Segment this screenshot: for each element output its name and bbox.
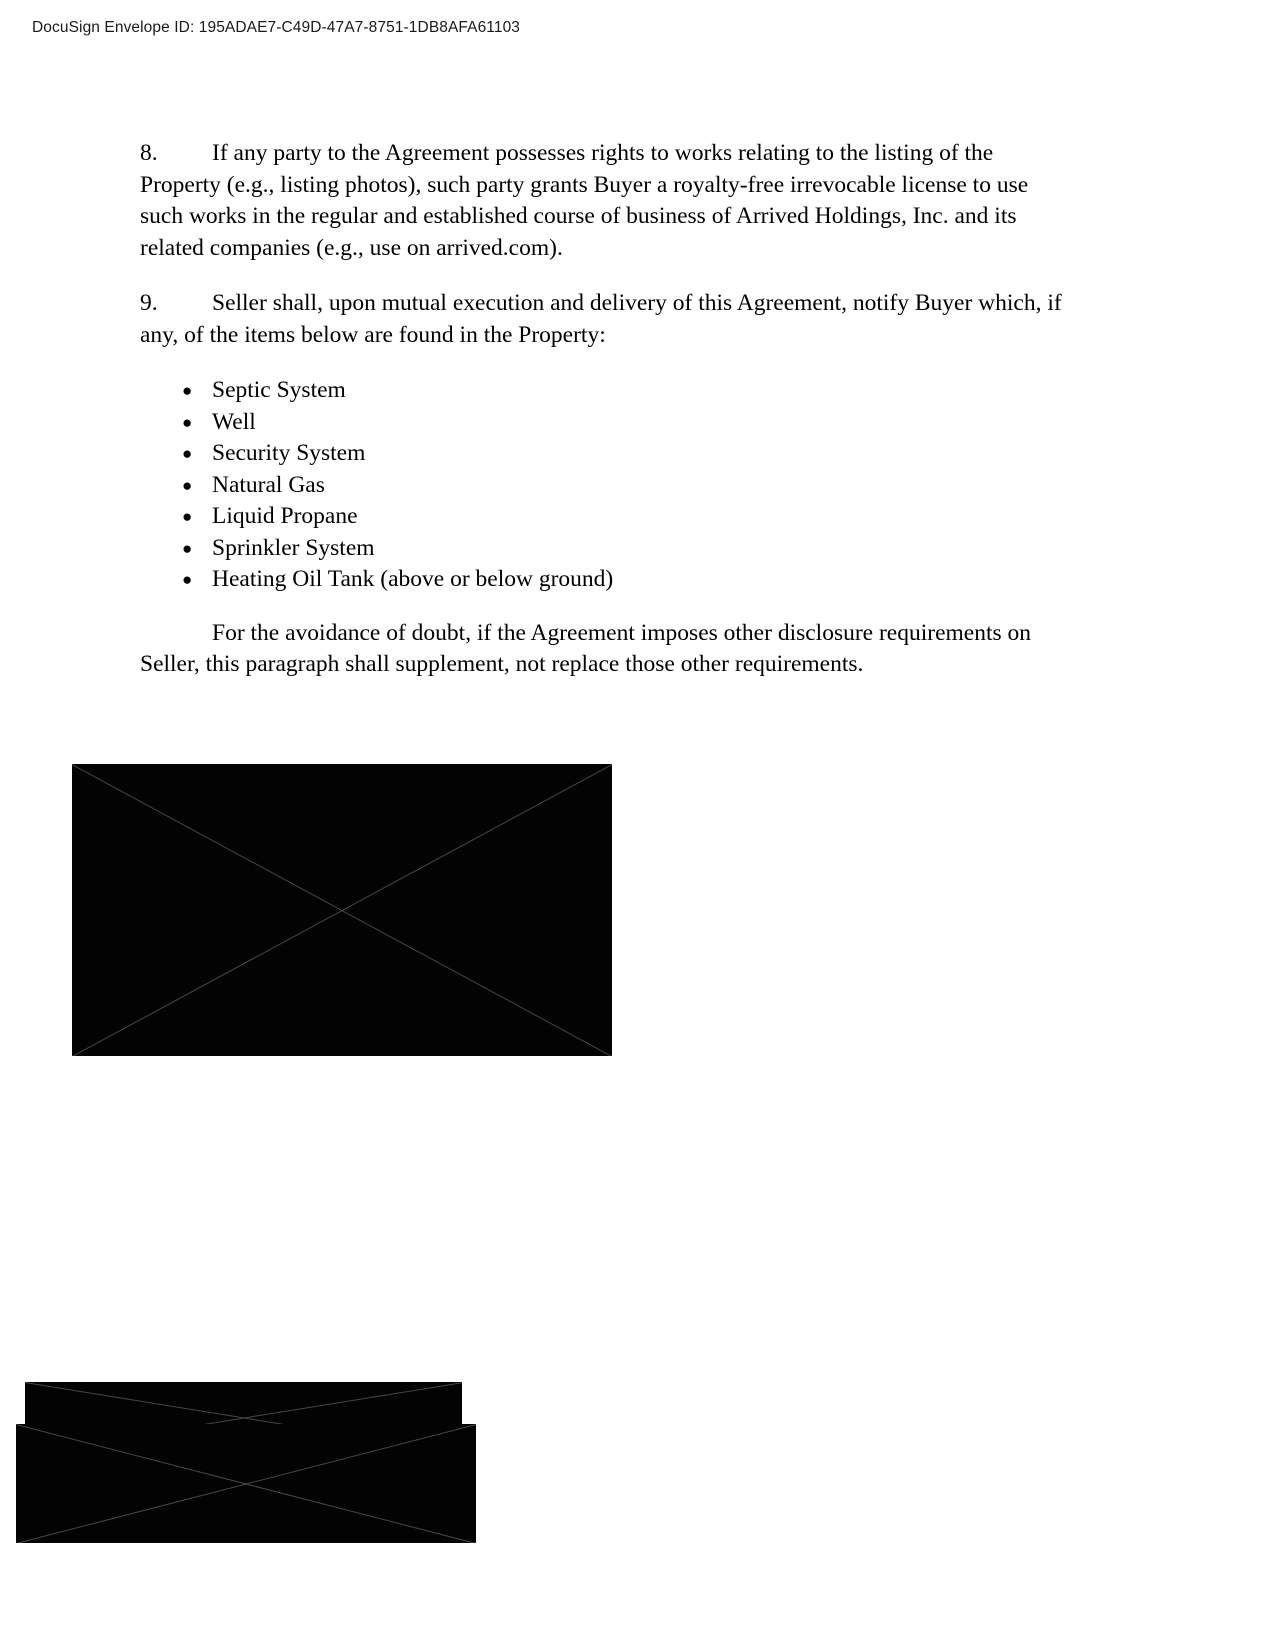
list-item-label: Well xyxy=(212,408,256,435)
paragraph-8-number: 8. xyxy=(140,140,158,166)
bullet-icon: ● xyxy=(182,507,193,526)
list-item xyxy=(182,407,1070,439)
bullet-icon: ● xyxy=(182,475,193,495)
bullet-icon: ● xyxy=(182,538,193,558)
property-items-list xyxy=(140,375,1070,596)
bullet-icon: ● xyxy=(182,444,193,463)
redacted-signature-block-upper xyxy=(72,764,612,1056)
document-body xyxy=(140,138,1070,681)
list-item xyxy=(182,470,1070,502)
closing-paragraph: For the avoidance of doubt, if the Agreement imposes other disclosure requirements on Seller, this paragraph shall supplement, not replace those other requirements. xyxy=(140,619,1032,677)
list-item-label: Natural Gas xyxy=(212,471,325,498)
bullet-icon: ● xyxy=(182,570,193,589)
paragraph-9-number: 9. xyxy=(140,290,158,316)
list-item-label: Septic System xyxy=(212,377,346,403)
docusign-envelope-id: DocuSign Envelope ID: 195ADAE7-C49D-47A7-8751-1DB8AFA61103 xyxy=(32,19,521,36)
paragraph-8-text: If any party to the Agreement possesses rights to works relating to the listing of the Property (e.g., listing photos), such party grants Buyer a royalty-free irrevocable license to use such works in the regular and established course of business of Arrived Holdings, Inc. and its related companies (e.g., use on arrived.com). xyxy=(140,140,1029,261)
list-item-label: Liquid Propane xyxy=(212,503,358,529)
redacted-signature-block-lower-bottom xyxy=(16,1424,476,1543)
bullet-icon: ● xyxy=(182,412,193,432)
list-item-label: Heating Oil Tank (above or below ground) xyxy=(212,566,614,592)
paragraph-9-text: Seller shall, upon mutual execution and delivery of this Agreement, notify Buyer which, if any, of the items below are found in the Property: xyxy=(140,290,1062,348)
bullet-icon: ● xyxy=(182,381,193,400)
list-item-label: Security System xyxy=(212,440,366,466)
paragraph-9 xyxy=(140,288,1070,351)
list-item-label: Sprinkler System xyxy=(212,534,375,561)
list-item xyxy=(182,375,1070,407)
list-item xyxy=(182,533,1070,565)
paragraph-8 xyxy=(140,138,1070,264)
list-item xyxy=(182,501,1070,533)
list-item xyxy=(182,438,1070,470)
list-item xyxy=(182,564,1070,596)
